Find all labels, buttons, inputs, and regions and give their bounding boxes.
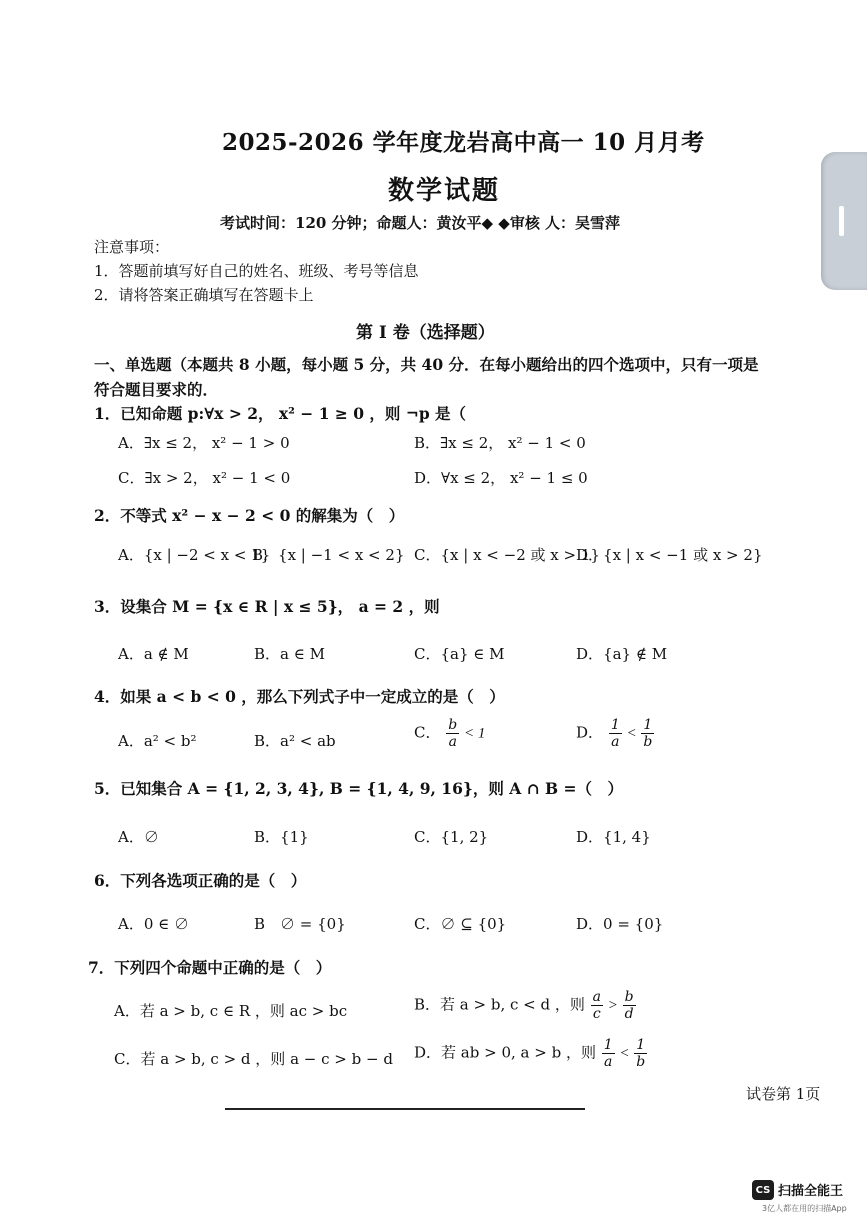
fraction: $\frac{b}{a}$: [448, 717, 458, 750]
grip-icon: [839, 206, 844, 236]
exam-subtitle: 数学试题: [388, 176, 501, 206]
option-label: D．若 ab > 0, a > b ，则: [414, 1043, 596, 1062]
option-b: B．a² < ab: [254, 732, 336, 750]
option-d: D．{1, 4}: [576, 828, 651, 846]
fraction: $\frac{1}{a}$: [610, 717, 620, 750]
fraction: $\frac{b}{d}$: [624, 989, 634, 1022]
option-b: B．{1}: [254, 828, 309, 846]
exam-title: 2025-2026 学年度龙岩高中高一 10 月月考: [222, 129, 705, 156]
option-c: C．若 a > b, c > d ，则 a − c > b − d: [114, 1050, 393, 1068]
option-d: D．若 ab > 0, a > b ，则 $\frac{1}{a}$ < $\frac{1}{b}$: [414, 1037, 646, 1070]
question-stem: 1．已知命题 p:∀x > 2， x² − 1 ≥ 0 ，则 ¬p 是（: [94, 404, 467, 423]
scanner-logo-icon: CS: [752, 1180, 774, 1200]
option-a: A．∅: [118, 828, 159, 846]
divider: [225, 1108, 585, 1110]
fraction: $\frac{1}{b}$: [636, 1037, 646, 1070]
option-d: D．0 = {0}: [576, 915, 664, 933]
option-label: D．: [576, 723, 604, 742]
option-d: D．{x | x < −1 或 x > 2}: [576, 546, 763, 564]
option-a: A．∃x ≤ 2， x² − 1 > 0: [118, 434, 290, 452]
question-stem: 5．已知集合 A = {1, 2, 3, 4}, B = {1, 4, 9, 16}，则 A ∩ B =（ ）: [94, 779, 624, 798]
option-c: C．∃x > 2， x² − 1 < 0: [118, 469, 291, 487]
section-intro: 一、单选题（本题共 8 小题，每小题 5 分，共 40 分．在每小题给出的四个选项中，只有一项是: [94, 355, 759, 374]
exam-info: 考试时间：120 分钟；命题人：黄汝平◆ ◆审核 人：吴雪萍: [220, 214, 621, 232]
option-d: D． $\frac{1}{a}$ < $\frac{1}{b}$: [576, 717, 653, 750]
option-c: C．∅ ⊆ {0}: [414, 915, 507, 933]
option-b: B．a ∈ M: [254, 645, 325, 663]
side-pull-tab[interactable]: [821, 152, 867, 290]
section-title: 第 I 卷（选择题）: [356, 323, 495, 343]
option-c: C． $\frac{b}{a}$ < 1: [414, 717, 486, 750]
option-c: C．{a} ∈ M: [414, 645, 505, 663]
option-b: B．{x | −1 < x < 2}: [252, 546, 405, 564]
scanner-name: 扫描全能王: [778, 1184, 844, 1199]
fraction: $\frac{1}{b}$: [643, 717, 653, 750]
notice-item: 1．答题前填写好自己的姓名、班级、考号等信息: [94, 262, 419, 280]
notice-item: 2．请将答案正确填写在答题卡上: [94, 286, 314, 304]
option-a: A．0 ∈ ∅: [118, 915, 190, 933]
option-b: B．若 a > b, c < d ，则 $\frac{a}{c}$ > $\frac{b}{d}$: [414, 989, 634, 1022]
option-a: A．a ∉ M: [118, 645, 189, 663]
scanner-tagline: 3亿人都在用的扫描App: [762, 1204, 847, 1213]
option-d: D．{a} ∉ M: [576, 645, 668, 663]
fraction: $\frac{a}{c}$: [592, 989, 601, 1022]
section-intro: 符合题目要求的．: [94, 380, 219, 399]
option-d: D．∀x ≤ 2， x² − 1 ≤ 0: [414, 469, 588, 487]
option-label: C．: [414, 723, 441, 742]
fraction: $\frac{1}{a}$: [603, 1037, 613, 1070]
option-label: B．若 a > b, c < d ，则: [414, 995, 585, 1014]
question-stem: 3．设集合 M = {x ∈ R | x ≤ 5}， a = 2 ，则: [94, 597, 440, 616]
option-a: A．a² < b²: [118, 732, 197, 750]
question-stem: 2．不等式 x² − x − 2 < 0 的解集为（ ）: [94, 506, 405, 525]
option-c: C．{x | x < −2 或 x > 1}: [414, 546, 600, 564]
page-number: 试卷第 1页: [746, 1085, 821, 1103]
option-a: A．{x | −2 < x < 1}: [118, 546, 271, 564]
option-c: C．{1, 2}: [414, 828, 489, 846]
question-stem: 4．如果 a < b < 0 ，那么下列式子中一定成立的是（ ）: [94, 687, 505, 706]
notice-heading: 注意事项：: [94, 238, 170, 256]
question-stem: 6．下列各选项正确的是（ ）: [94, 871, 307, 890]
option-b: B ∅ = {0}: [254, 915, 346, 933]
question-stem: 7．下列四个命题中正确的是（ ）: [88, 958, 332, 977]
option-a: A．若 a > b, c ∈ R ，则 ac > bc: [114, 1002, 348, 1020]
option-b: B．∃x ≤ 2， x² − 1 < 0: [414, 434, 586, 452]
